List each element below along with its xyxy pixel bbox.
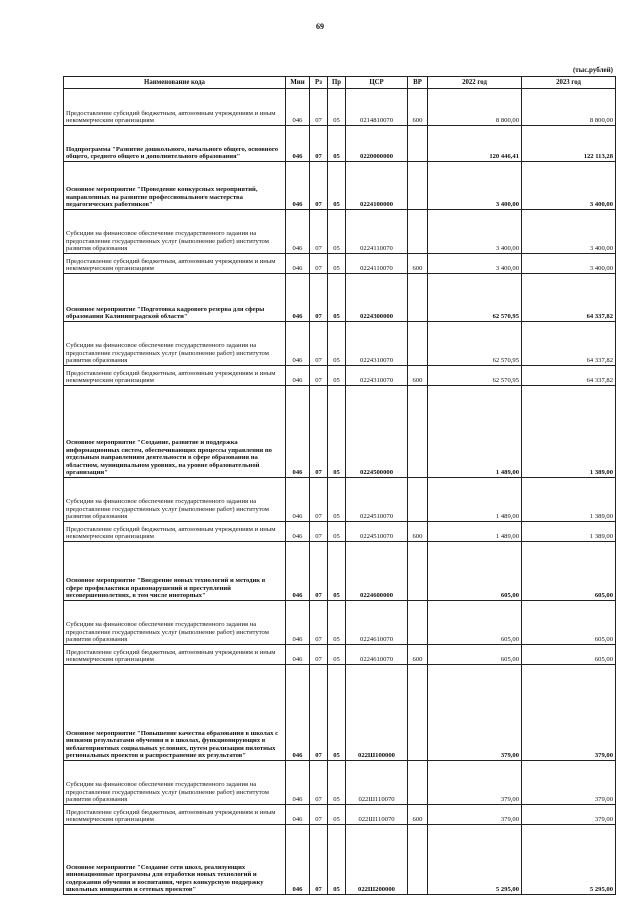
cell-vr: [408, 761, 428, 805]
cell-csr: 0214810070: [346, 89, 408, 126]
cell-csr: 0224310070: [346, 366, 408, 386]
cell-min: 046: [286, 162, 310, 210]
cell-name: Предоставление субсидий бюджетным, автономным учреждениям и иным некоммерческим организациям: [64, 645, 286, 665]
cell-pr: 05: [328, 386, 346, 478]
cell-rz: 07: [310, 665, 328, 761]
table-row: [64, 665, 616, 761]
cell-pr: 05: [328, 274, 346, 322]
table-row: [64, 126, 616, 162]
cell-vr: [408, 274, 428, 322]
cell-rz: 07: [310, 386, 328, 478]
table-row: [64, 542, 616, 601]
cell-pr: 05: [328, 254, 346, 274]
cell-2022: 62 570,95: [428, 366, 522, 386]
cell-pr: 05: [328, 478, 346, 522]
cell-2023: 605,00: [522, 645, 616, 665]
cell-2022: 120 446,41: [428, 126, 522, 162]
cell-min: 046: [286, 274, 310, 322]
cell-name: Предоставление субсидий бюджетным, автономным учреждениям и иным некоммерческим организациям: [64, 89, 286, 126]
cell-2023: 8 800,00: [522, 89, 616, 126]
cell-pr: 05: [328, 322, 346, 366]
cell-2023: 3 400,00: [522, 254, 616, 274]
cell-min: 046: [286, 386, 310, 478]
cell-rz: 07: [310, 805, 328, 825]
cell-csr: 022Ш110070: [346, 761, 408, 805]
units-label: (тыс.рублей): [572, 66, 613, 74]
cell-2023: 5 295,00: [522, 825, 616, 895]
cell-vr: [408, 825, 428, 895]
cell-csr: 022Ш110070: [346, 805, 408, 825]
cell-csr: 0224510070: [346, 522, 408, 542]
cell-rz: 07: [310, 601, 328, 645]
header-2023: 2023 год: [522, 77, 616, 89]
cell-2022: 379,00: [428, 761, 522, 805]
cell-2023: 605,00: [522, 601, 616, 645]
table-row: [64, 210, 616, 254]
cell-rz: 07: [310, 89, 328, 126]
cell-rz: 07: [310, 645, 328, 665]
header-2022: 2022 год: [428, 77, 522, 89]
cell-vr: 600: [408, 89, 428, 126]
cell-2023: 379,00: [522, 805, 616, 825]
header-name: Наименование кода: [64, 77, 286, 89]
cell-rz: 07: [310, 254, 328, 274]
cell-2022: 605,00: [428, 645, 522, 665]
cell-min: 046: [286, 761, 310, 805]
cell-rz: 07: [310, 210, 328, 254]
cell-csr: 022Ш200000: [346, 825, 408, 895]
table-row: [64, 366, 616, 386]
cell-csr: 0224310070: [346, 322, 408, 366]
cell-name: Предоставление субсидий бюджетным, автономным учреждениям и иным некоммерческим организациям: [64, 805, 286, 825]
cell-rz: 07: [310, 478, 328, 522]
cell-pr: 05: [328, 162, 346, 210]
cell-name: Основное мероприятие "Создание сети школ, реализующих инновационные программы для отработки новых технологий и содержания обучения и воспитания, через конкурсную поддержку школьных инициатив и сетевых проектов": [64, 825, 286, 895]
table-row: [64, 761, 616, 805]
table-row: [64, 805, 616, 825]
table-row: [64, 645, 616, 665]
cell-2022: 62 570,95: [428, 274, 522, 322]
cell-min: 046: [286, 210, 310, 254]
cell-vr: [408, 210, 428, 254]
cell-2022: 605,00: [428, 542, 522, 601]
cell-name: Предоставление субсидий бюджетным, автономным учреждениям и иным некоммерческим организациям: [64, 522, 286, 542]
cell-min: 046: [286, 89, 310, 126]
cell-rz: 07: [310, 162, 328, 210]
cell-2022: 1 489,00: [428, 522, 522, 542]
cell-min: 046: [286, 601, 310, 645]
cell-min: 046: [286, 665, 310, 761]
cell-2022: 3 400,00: [428, 210, 522, 254]
cell-2023: 122 113,28: [522, 126, 616, 162]
cell-vr: [408, 478, 428, 522]
table-row: [64, 601, 616, 645]
header-vr: ВР: [408, 77, 428, 89]
cell-pr: 05: [328, 825, 346, 895]
cell-min: 046: [286, 542, 310, 601]
cell-2022: 8 800,00: [428, 89, 522, 126]
cell-rz: 07: [310, 761, 328, 805]
cell-2022: 379,00: [428, 805, 522, 825]
cell-name: Субсидии на финансовое обеспечение государственного задания на предоставление государственных услуг (выполнение работ) институтом развития образования: [64, 601, 286, 645]
cell-2023: 64 337,82: [522, 274, 616, 322]
cell-2023: 605,00: [522, 542, 616, 601]
cell-2023: 379,00: [522, 665, 616, 761]
cell-name: Подпрограмма "Развитие дошкольного, начального общего, основного общего, среднего общего и дополнительного образования": [64, 126, 286, 162]
cell-csr: 022Ш100000: [346, 665, 408, 761]
table-row: [64, 478, 616, 522]
table-row: [64, 522, 616, 542]
cell-name: Предоставление субсидий бюджетным, автономным учреждениям и иным некоммерческим организациям: [64, 366, 286, 386]
cell-min: 046: [286, 825, 310, 895]
header-csr: ЦСР: [346, 77, 408, 89]
cell-rz: 07: [310, 542, 328, 601]
cell-csr: 0224110070: [346, 210, 408, 254]
cell-name: Основное мероприятие "Создание, развитие и поддержка информационных систем, обеспечивающих процессы управления по отдельным направлениям деятельности в сфере образования на областном, муниципальном уровнях, на уровне образовательной организации": [64, 386, 286, 478]
cell-rz: 07: [310, 522, 328, 542]
budget-table: [63, 76, 616, 895]
cell-pr: 05: [328, 542, 346, 601]
cell-vr: 600: [408, 805, 428, 825]
table-body: [64, 89, 616, 895]
cell-2022: 3 400,00: [428, 162, 522, 210]
cell-pr: 05: [328, 126, 346, 162]
cell-2023: 1 389,00: [522, 478, 616, 522]
cell-2023: 3 400,00: [522, 162, 616, 210]
page-number: 69: [316, 22, 324, 31]
cell-2022: 1 489,00: [428, 478, 522, 522]
cell-pr: 05: [328, 366, 346, 386]
cell-vr: 600: [408, 254, 428, 274]
cell-2022: 3 400,00: [428, 254, 522, 274]
table-row: [64, 274, 616, 322]
header-row: [64, 77, 616, 89]
cell-2022: 1 489,00: [428, 386, 522, 478]
cell-pr: 05: [328, 601, 346, 645]
cell-rz: 07: [310, 322, 328, 366]
cell-vr: [408, 322, 428, 366]
cell-vr: [408, 665, 428, 761]
cell-csr: 0224110070: [346, 254, 408, 274]
cell-csr: 0224610070: [346, 645, 408, 665]
cell-rz: 07: [310, 366, 328, 386]
cell-vr: [408, 601, 428, 645]
cell-vr: 600: [408, 645, 428, 665]
cell-2023: 64 337,82: [522, 322, 616, 366]
cell-vr: [408, 126, 428, 162]
cell-name: Основное мероприятие "Внедрение новых технологий и методик в сфере профилактики правонарушений и преступлений несовершеннолетних, в том числе иноторных": [64, 542, 286, 601]
cell-pr: 05: [328, 210, 346, 254]
header-rz: Рз: [310, 77, 328, 89]
header-pr: Пр: [328, 77, 346, 89]
cell-min: 046: [286, 126, 310, 162]
cell-min: 046: [286, 522, 310, 542]
cell-min: 046: [286, 366, 310, 386]
table-row: [64, 254, 616, 274]
cell-name: Предоставление субсидий бюджетным, автономным учреждениям и иным некоммерческим организациям: [64, 254, 286, 274]
cell-rz: 07: [310, 126, 328, 162]
cell-pr: 05: [328, 522, 346, 542]
cell-rz: 07: [310, 825, 328, 895]
cell-pr: 05: [328, 805, 346, 825]
cell-vr: 600: [408, 366, 428, 386]
cell-pr: 05: [328, 761, 346, 805]
cell-name: Субсидии на финансовое обеспечение государственного задания на предоставление государственных услуг (выполнение работ) институтом развития образования: [64, 478, 286, 522]
cell-2022: 379,00: [428, 665, 522, 761]
cell-csr: 0224610070: [346, 601, 408, 645]
cell-name: Субсидии на финансовое обеспечение государственного задания на предоставление государственных услуг (выполнение работ) институтом развития образования: [64, 210, 286, 254]
cell-csr: 0220000000: [346, 126, 408, 162]
cell-vr: [408, 162, 428, 210]
cell-2023: 1 389,00: [522, 522, 616, 542]
cell-csr: 0224600000: [346, 542, 408, 601]
cell-2023: 379,00: [522, 761, 616, 805]
table-row: [64, 162, 616, 210]
cell-name: Основное мероприятие "Подготовка кадрового резерва для сферы образования Калининградской области": [64, 274, 286, 322]
cell-csr: 0224510070: [346, 478, 408, 522]
cell-min: 046: [286, 322, 310, 366]
cell-min: 046: [286, 645, 310, 665]
cell-2022: 605,00: [428, 601, 522, 645]
table-row: [64, 89, 616, 126]
table-row: [64, 386, 616, 478]
cell-csr: 0224100000: [346, 162, 408, 210]
cell-2023: 64 337,82: [522, 366, 616, 386]
cell-min: 046: [286, 254, 310, 274]
cell-csr: 0224300000: [346, 274, 408, 322]
table-row: [64, 825, 616, 895]
cell-pr: 05: [328, 89, 346, 126]
cell-2023: 1 389,00: [522, 386, 616, 478]
cell-2022: 62 570,95: [428, 322, 522, 366]
cell-vr: [408, 542, 428, 601]
cell-csr: 0224500000: [346, 386, 408, 478]
cell-name: Субсидии на финансовое обеспечение государственного задания на предоставление государственных услуг (выполнение работ) институтом развития образования: [64, 761, 286, 805]
cell-2022: 5 295,00: [428, 825, 522, 895]
cell-vr: [408, 386, 428, 478]
table-row: [64, 322, 616, 366]
cell-min: 046: [286, 805, 310, 825]
cell-pr: 05: [328, 645, 346, 665]
cell-2023: 3 400,00: [522, 210, 616, 254]
cell-rz: 07: [310, 274, 328, 322]
cell-min: 046: [286, 478, 310, 522]
cell-name: Основное мероприятие "Повышение качества образования в школах с низкими результатами обучения и в школах, функционирующих в неблагоприятных социальных условиях, путем реализации пилотных региональных проектов и распространение их результатов": [64, 665, 286, 761]
cell-name: Основное мероприятие "Проведение конкурсных мероприятий, направленных на развитие профессионального мастерства педагогических работников": [64, 162, 286, 210]
cell-pr: 05: [328, 665, 346, 761]
cell-vr: 600: [408, 522, 428, 542]
header-min: Мин: [286, 77, 310, 89]
cell-name: Субсидии на финансовое обеспечение государственного задания на предоставление государственных услуг (выполнение работ) институтом развития образования: [64, 322, 286, 366]
